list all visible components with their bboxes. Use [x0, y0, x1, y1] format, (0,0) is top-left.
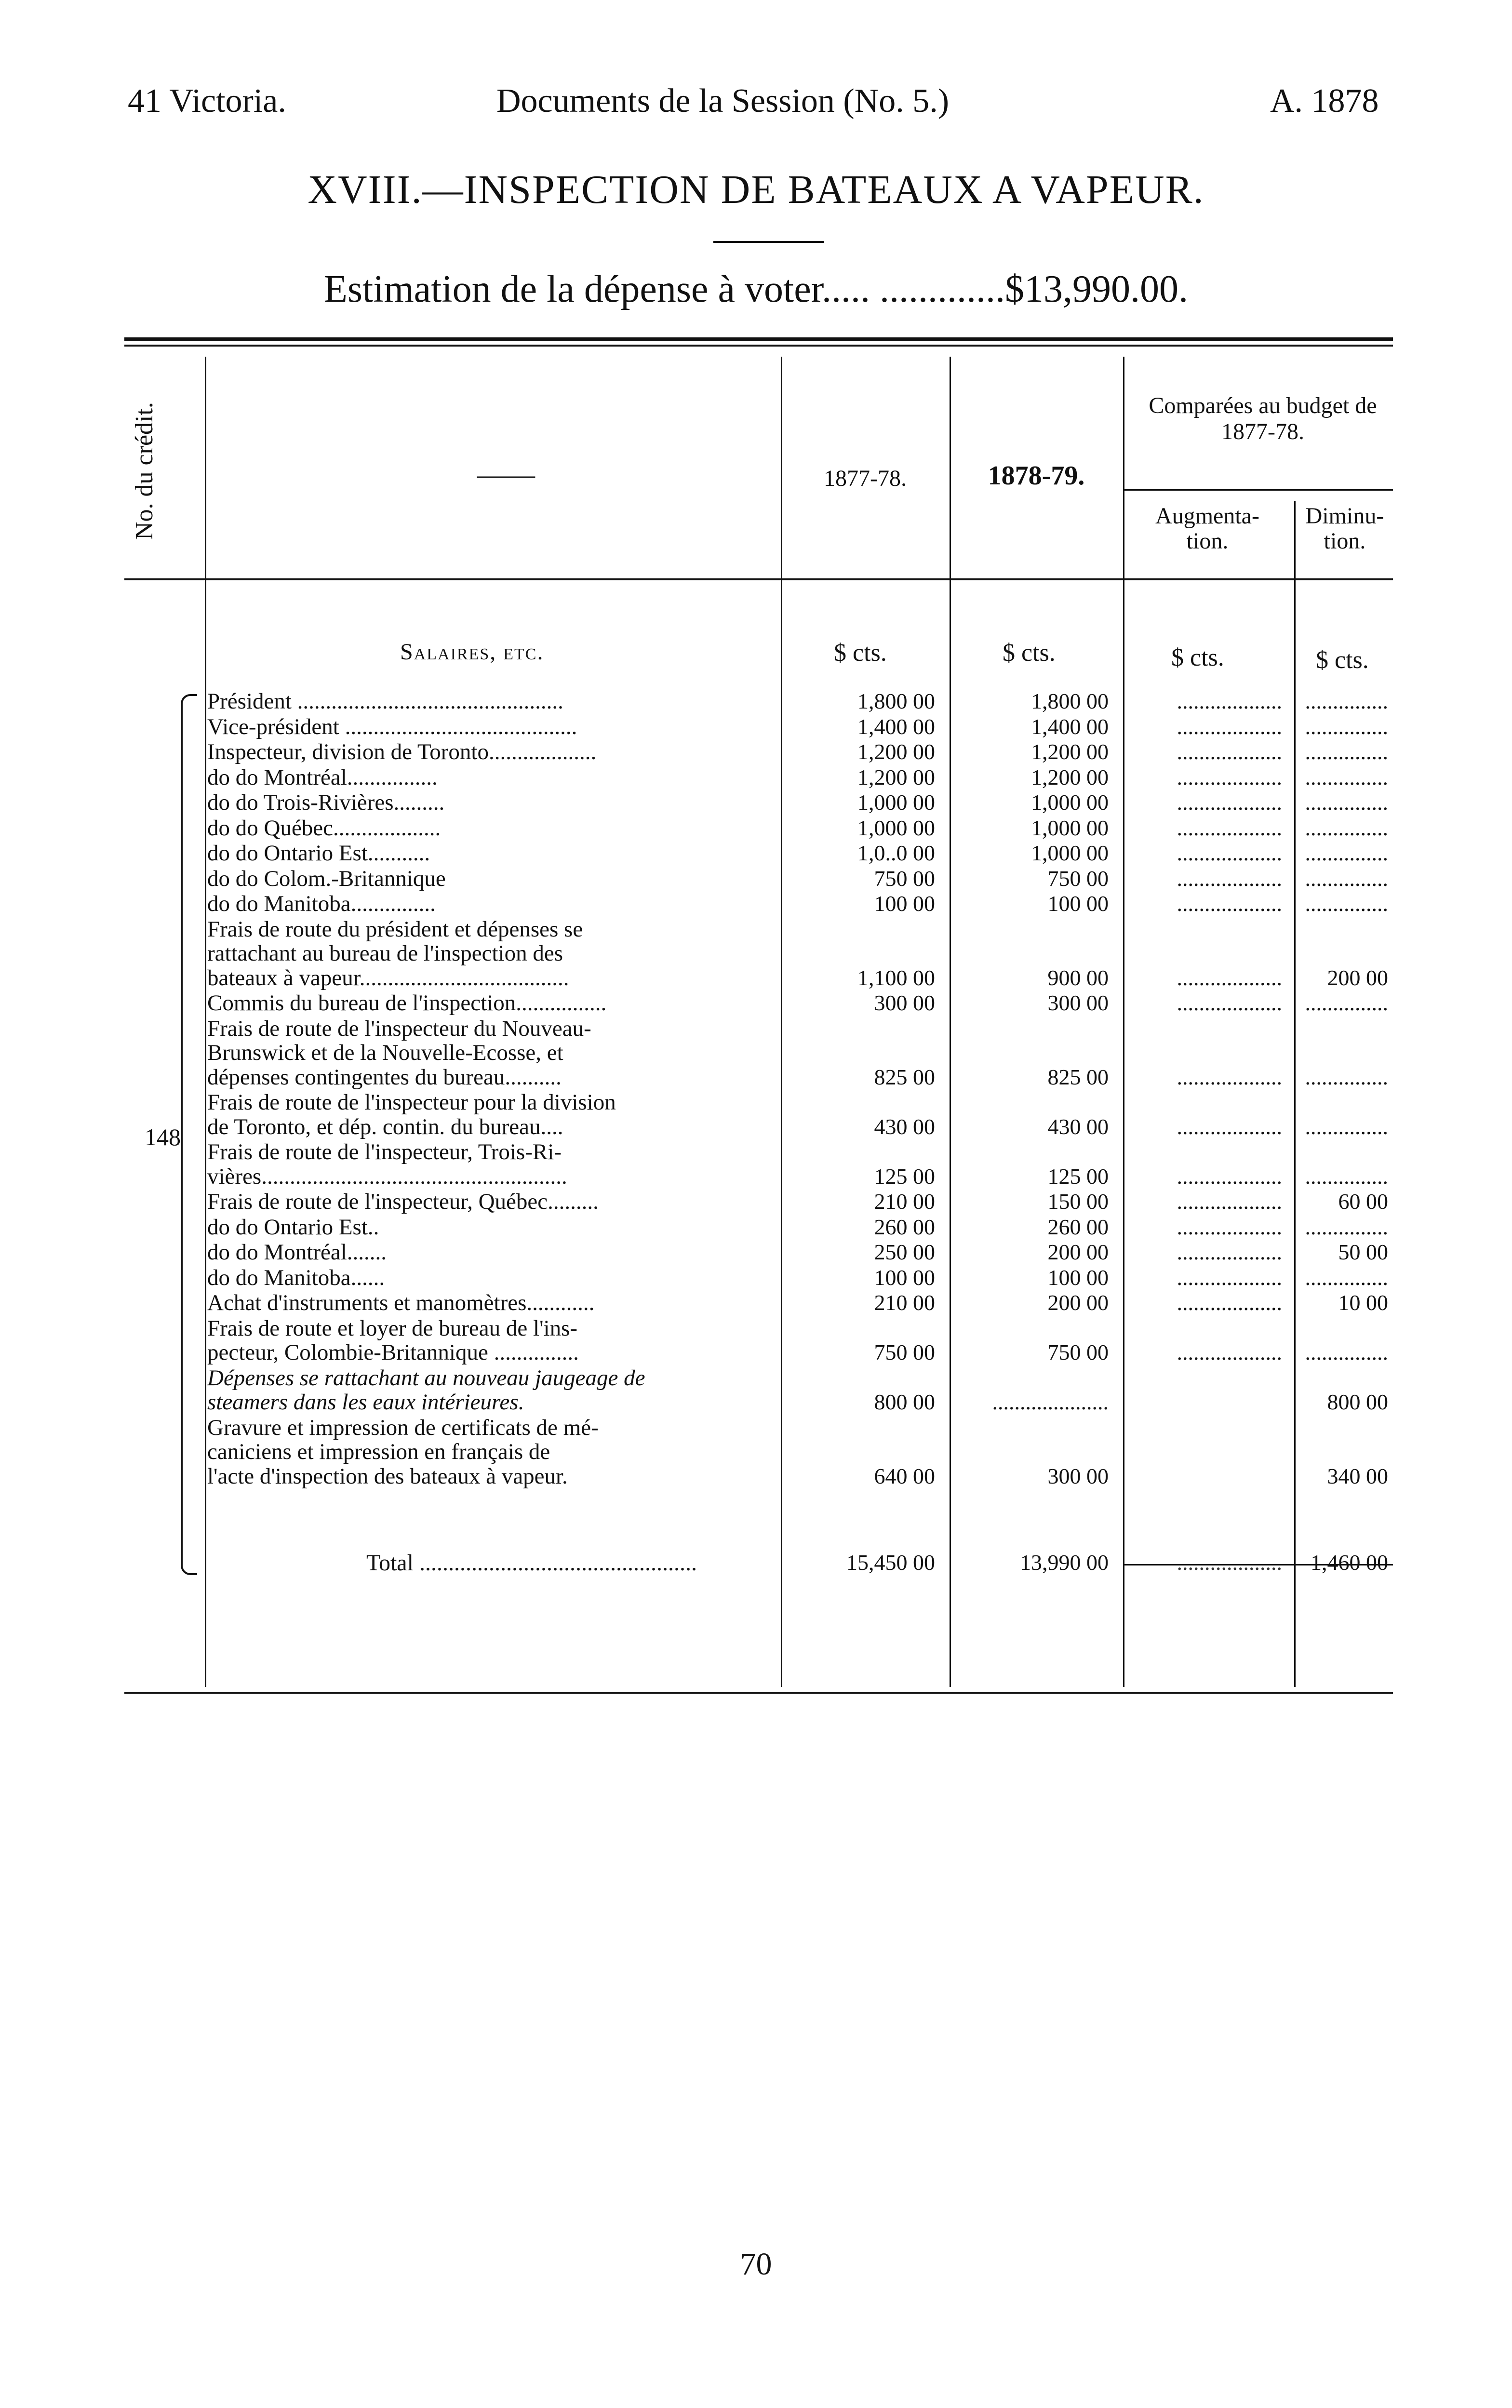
row-value-1878: 300 00: [1047, 990, 1109, 1015]
row-value-diminution: 200 00: [1327, 965, 1388, 990]
row-value-diminution: ...............: [1305, 764, 1388, 789]
row-value-1877: 125 00: [874, 1164, 935, 1189]
row-value-1877: 825 00: [874, 1064, 935, 1089]
row-description-line: do do Trois-Rivières.........: [207, 790, 445, 815]
row-value-augmentation: ...................: [1177, 689, 1282, 713]
compare-underline: [1123, 489, 1393, 491]
row-description-line: Frais de route de l'inspecteur pour la division: [207, 1090, 616, 1115]
row-value-augmentation: ...................: [1177, 965, 1282, 990]
row-value-augmentation: ...................: [1177, 764, 1282, 789]
row-value-augmentation: ...................: [1177, 1340, 1282, 1365]
row-value-diminution: 340 00: [1327, 1463, 1388, 1488]
row-value-augmentation: ...................: [1177, 1214, 1282, 1239]
row-value-diminution: 10 00: [1338, 1290, 1388, 1315]
row-value-1877: 1,100 00: [857, 965, 935, 990]
units-dimin: $ cts.: [1316, 646, 1369, 674]
row-description-line: Président ...............................................: [207, 689, 563, 714]
row-description-line: l'acte d'inspection des bateaux à vapeur.: [207, 1463, 568, 1489]
row-value-1877: 100 00: [874, 1265, 935, 1290]
row-value-diminution: ...............: [1305, 1064, 1388, 1089]
row-value-1878: 750 00: [1047, 866, 1109, 891]
compare-header: Comparées au budget de 1877-78.: [1149, 393, 1377, 444]
augmentation-header: Augmenta- tion.: [1155, 503, 1259, 554]
row-value-augmentation: ...................: [1177, 790, 1282, 815]
row-description-line: do do Québec...................: [207, 815, 441, 841]
row-description-line: bateaux à vapeur.....................................: [207, 965, 569, 990]
row-value-diminution: ...............: [1305, 714, 1388, 739]
table-top-rule: [124, 337, 1393, 341]
row-value-1878: 1,000 00: [1031, 790, 1109, 815]
row-description-line: Frais de route de l'inspecteur, Trois-Ri-: [207, 1139, 562, 1164]
row-value-1877: 1,0..0 00: [857, 841, 935, 865]
row-value-1878: .....................: [992, 1390, 1109, 1414]
row-value-diminution: 60 00: [1338, 1189, 1388, 1214]
col-divider-1878: [1123, 357, 1124, 1687]
row-value-1877: 260 00: [874, 1214, 935, 1239]
row-value-1878: 750 00: [1047, 1340, 1109, 1365]
row-value-1878: 1,800 00: [1031, 689, 1109, 713]
row-value-1878: 1,400 00: [1031, 714, 1109, 739]
row-value-1878: 1,000 00: [1031, 841, 1109, 865]
header-year: A. 1878: [1270, 82, 1379, 120]
row-value-augmentation: ...................: [1177, 1164, 1282, 1189]
row-value-diminution: ...............: [1305, 815, 1388, 840]
row-value-augmentation: ...................: [1177, 866, 1282, 891]
row-value-diminution: ...............: [1305, 1265, 1388, 1290]
row-value-augmentation: ...................: [1177, 990, 1282, 1015]
row-value-augmentation: ...................: [1177, 714, 1282, 739]
row-value-1878: 100 00: [1047, 891, 1109, 916]
row-value-1877: 1,000 00: [857, 815, 935, 840]
header-bottom-rule: [124, 578, 1393, 580]
row-description-line: do do Ontario Est...........: [207, 841, 430, 866]
row-description-line: Vice-président .........................................: [207, 714, 577, 739]
row-value-diminution: ...............: [1305, 689, 1388, 713]
row-value-diminution: 800 00: [1327, 1390, 1388, 1414]
title-divider: [713, 241, 824, 243]
row-description-line: do do Manitoba...............: [207, 891, 436, 916]
row-value-1878: 150 00: [1047, 1189, 1109, 1214]
row-value-diminution: ...............: [1305, 1164, 1388, 1189]
row-description-line: de Toronto, et dép. contin. du bureau....: [207, 1114, 563, 1139]
row-value-diminution: ...............: [1305, 1340, 1388, 1365]
row-value-1877: 640 00: [874, 1463, 935, 1488]
row-description-line: Frais de route de l'inspecteur, Québec.........: [207, 1189, 599, 1214]
row-value-diminution: ...............: [1305, 739, 1388, 764]
row-value-1877: 750 00: [874, 1340, 935, 1365]
row-value-1878: 100 00: [1047, 1265, 1109, 1290]
row-value-augmentation: ...................: [1177, 815, 1282, 840]
row-value-1877: 100 00: [874, 891, 935, 916]
page-number: 70: [740, 2247, 772, 2282]
row-description-line: do do Ontario Est..: [207, 1214, 379, 1240]
row-value-diminution: ...............: [1305, 1114, 1388, 1139]
row-description-line: Commis du bureau de l'inspection................: [207, 990, 607, 1016]
col-divider-augm: [1294, 501, 1296, 1687]
row-value-1877: 250 00: [874, 1240, 935, 1264]
row-value-1878: 260 00: [1047, 1214, 1109, 1239]
row-description-line: Frais de route du président et dépenses se: [207, 916, 583, 942]
row-value-1878: 430 00: [1047, 1114, 1109, 1139]
row-description-line: Achat d'instruments et manomètres............: [207, 1290, 595, 1315]
row-value-augmentation: ...................: [1177, 1114, 1282, 1139]
row-description-line: Frais de route de l'inspecteur du Nouveau-: [207, 1016, 591, 1041]
row-value-1878: 900 00: [1047, 965, 1109, 990]
section-title: Salaires, etc.: [400, 639, 544, 665]
total-1877: 15,450 00: [846, 1550, 935, 1575]
row-value-1877: 1,200 00: [857, 764, 935, 789]
row-value-1877: 430 00: [874, 1114, 935, 1139]
row-value-augmentation: ...................: [1177, 891, 1282, 916]
row-value-1878: 200 00: [1047, 1240, 1109, 1264]
estimate-line: Estimation de la dépense à voter..... .............$13,990.00.: [323, 268, 1188, 310]
row-value-diminution: ...............: [1305, 891, 1388, 916]
row-description-line: steamers dans les eaux intérieures.: [207, 1390, 524, 1415]
row-value-augmentation: ...................: [1177, 739, 1282, 764]
row-description-line: vières......................................................: [207, 1164, 567, 1189]
row-description-line: Dépenses se rattachant au nouveau jaugeage de: [207, 1365, 645, 1391]
row-value-augmentation: ...................: [1177, 1064, 1282, 1089]
row-description-line: pecteur, Colombie-Britannique ...............: [207, 1340, 579, 1365]
row-value-diminution: 50 00: [1338, 1240, 1388, 1264]
total-label: Total ................................................: [366, 1550, 697, 1576]
row-description-line: Inspecteur, division de Toronto...................: [207, 739, 597, 764]
row-value-1877: 1,400 00: [857, 714, 935, 739]
row-value-augmentation: ...................: [1177, 1290, 1282, 1315]
row-value-1878: 125 00: [1047, 1164, 1109, 1189]
credit-number: 148: [145, 1124, 181, 1150]
row-value-diminution: ...............: [1305, 841, 1388, 865]
row-description-line: do do Manitoba......: [207, 1265, 385, 1290]
header-document-title: Documents de la Session (No. 5.): [496, 82, 950, 120]
total-augmentation: ...................: [1177, 1550, 1282, 1575]
col-divider-credit: [205, 357, 206, 1687]
row-value-1878: 825 00: [1047, 1064, 1109, 1089]
row-value-1877: 300 00: [874, 990, 935, 1015]
row-value-augmentation: ...................: [1177, 1265, 1282, 1290]
header-session-year: 41 Victoria.: [128, 82, 286, 120]
row-value-1877: 1,000 00: [857, 790, 935, 815]
row-value-1877: 1,200 00: [857, 739, 935, 764]
row-description-line: Gravure et impression de certificats de mé-: [207, 1415, 599, 1440]
row-value-diminution: ...............: [1305, 1214, 1388, 1239]
row-value-1878: 200 00: [1047, 1290, 1109, 1315]
row-description-line: do do Colom.-Britannique: [207, 866, 446, 891]
units-1877: $ cts.: [834, 639, 887, 667]
table-bottom-rule: [124, 1692, 1393, 1694]
total-diminution: 1,460 00: [1311, 1550, 1388, 1575]
row-value-1877: 1,800 00: [857, 689, 935, 713]
row-value-1877: 210 00: [874, 1189, 935, 1214]
table-top-rule-thin: [124, 345, 1393, 347]
row-description-line: do do Montréal.......: [207, 1240, 387, 1265]
row-value-1878: 1,200 00: [1031, 739, 1109, 764]
row-description-line: Frais de route et loyer de bureau de l'ins-: [207, 1315, 578, 1341]
row-description-line: dépenses contingentes du bureau..........: [207, 1064, 562, 1090]
column-header-1877: 1877-78.: [824, 466, 907, 491]
row-value-augmentation: ...................: [1177, 841, 1282, 865]
credit-column-header: No. du crédit.: [131, 402, 158, 540]
row-value-diminution: ...............: [1305, 790, 1388, 815]
col-divider-desc: [781, 357, 782, 1687]
row-description-line: caniciens et impression en français de: [207, 1439, 550, 1464]
row-value-1878: 1,000 00: [1031, 815, 1109, 840]
row-value-augmentation: ...................: [1177, 1240, 1282, 1264]
row-value-diminution: ...............: [1305, 866, 1388, 891]
col-divider-1877: [950, 357, 951, 1687]
total-1878: 13,990 00: [1020, 1550, 1109, 1575]
row-value-1878: 300 00: [1047, 1463, 1109, 1488]
row-value-1877: 750 00: [874, 866, 935, 891]
row-description-line: Brunswick et de la Nouvelle-Ecosse, et: [207, 1040, 563, 1065]
credit-brace: [181, 694, 197, 1575]
description-header: ——: [477, 458, 535, 490]
row-value-diminution: ...............: [1305, 990, 1388, 1015]
units-augm: $ cts.: [1171, 644, 1224, 671]
row-value-augmentation: ...................: [1177, 1189, 1282, 1214]
row-value-1877: 800 00: [874, 1390, 935, 1414]
row-description-line: rattachant au bureau de l'inspection des: [207, 941, 563, 966]
column-header-1878: 1878-79.: [988, 461, 1085, 491]
row-description-line: do do Montréal................: [207, 764, 438, 790]
row-value-1878: 1,200 00: [1031, 764, 1109, 789]
diminution-header: Diminu- tion.: [1305, 503, 1384, 554]
row-value-1877: 210 00: [874, 1290, 935, 1315]
units-1878: $ cts.: [1003, 639, 1056, 667]
page-title: XVIII.—INSPECTION DE BATEAUX A VAPEUR.: [308, 167, 1204, 212]
